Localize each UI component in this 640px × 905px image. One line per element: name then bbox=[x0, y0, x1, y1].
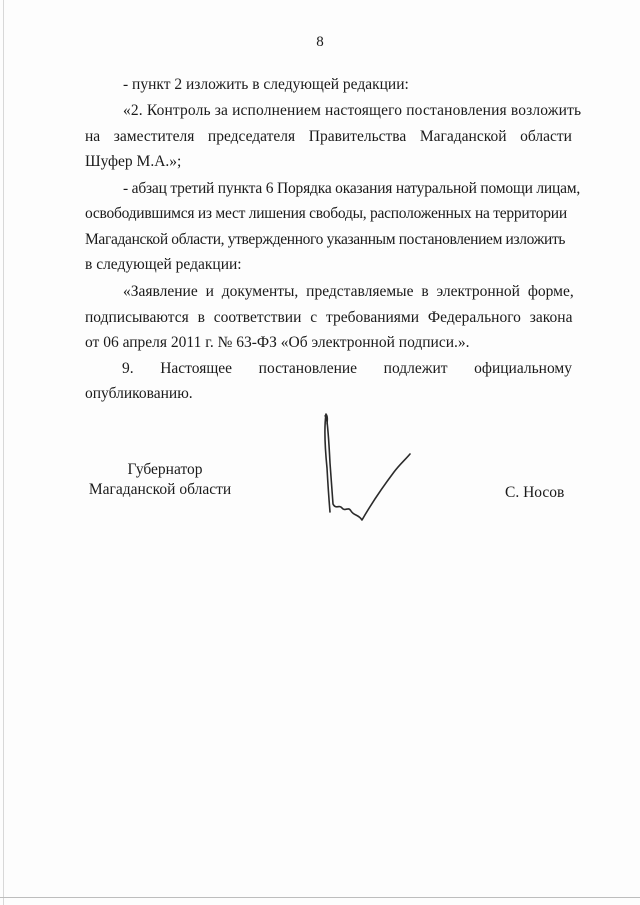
word: области bbox=[520, 128, 572, 145]
word: 9. bbox=[122, 360, 134, 377]
paragraph-line: от 06 апреля 2011 г. № 63-ФЗ «Об электронной подписи.». bbox=[85, 334, 470, 351]
word: подлежит bbox=[383, 360, 448, 377]
word: Настоящее bbox=[160, 360, 233, 377]
word: на bbox=[85, 128, 101, 145]
scan-bottom-edge bbox=[0, 897, 640, 898]
paragraph-line: опубликованию. bbox=[85, 385, 193, 402]
justified-line bbox=[122, 357, 572, 381]
signatory-title-line2: Магаданской области bbox=[88, 481, 232, 498]
paragraph-line: - абзац третий пункта 6 Порядка оказания натуральной помощи лицам, bbox=[123, 180, 581, 197]
signatory-name: С. Носов bbox=[505, 484, 565, 501]
paragraph-line: подписываются в соответствии с требованиями Федерального закона bbox=[85, 309, 573, 326]
word: заместителя bbox=[113, 128, 195, 145]
word: председателя bbox=[207, 128, 296, 145]
paragraph-line: в следующей редакции: bbox=[85, 256, 242, 273]
paragraph-line: «2. Контроль за исполнением настоящего постановления возложить bbox=[123, 102, 582, 119]
word: официальному bbox=[474, 360, 572, 377]
scan-edge bbox=[3, 0, 4, 905]
word: Магаданской bbox=[419, 128, 507, 145]
word: Правительства bbox=[308, 128, 407, 145]
signatory-title-line1: Губернатор bbox=[127, 461, 203, 478]
paragraph-line: Магаданской области, утвержденного указанным постановлением изложить bbox=[85, 231, 566, 248]
paragraph-line: «Заявление и документы, представляемые в электронной форме, bbox=[123, 283, 574, 300]
word: постановление bbox=[258, 360, 358, 377]
justified-line bbox=[85, 125, 572, 149]
paragraph-line: освободившимся из мест лишения свободы, расположенных на территории bbox=[85, 205, 567, 222]
page-number: 8 bbox=[316, 34, 324, 50]
paragraph-line: Шуфер М.А.»; bbox=[85, 153, 182, 170]
handwritten-signature bbox=[312, 408, 422, 528]
paragraph-line: - пункт 2 изложить в следующей редакции: bbox=[123, 76, 409, 93]
